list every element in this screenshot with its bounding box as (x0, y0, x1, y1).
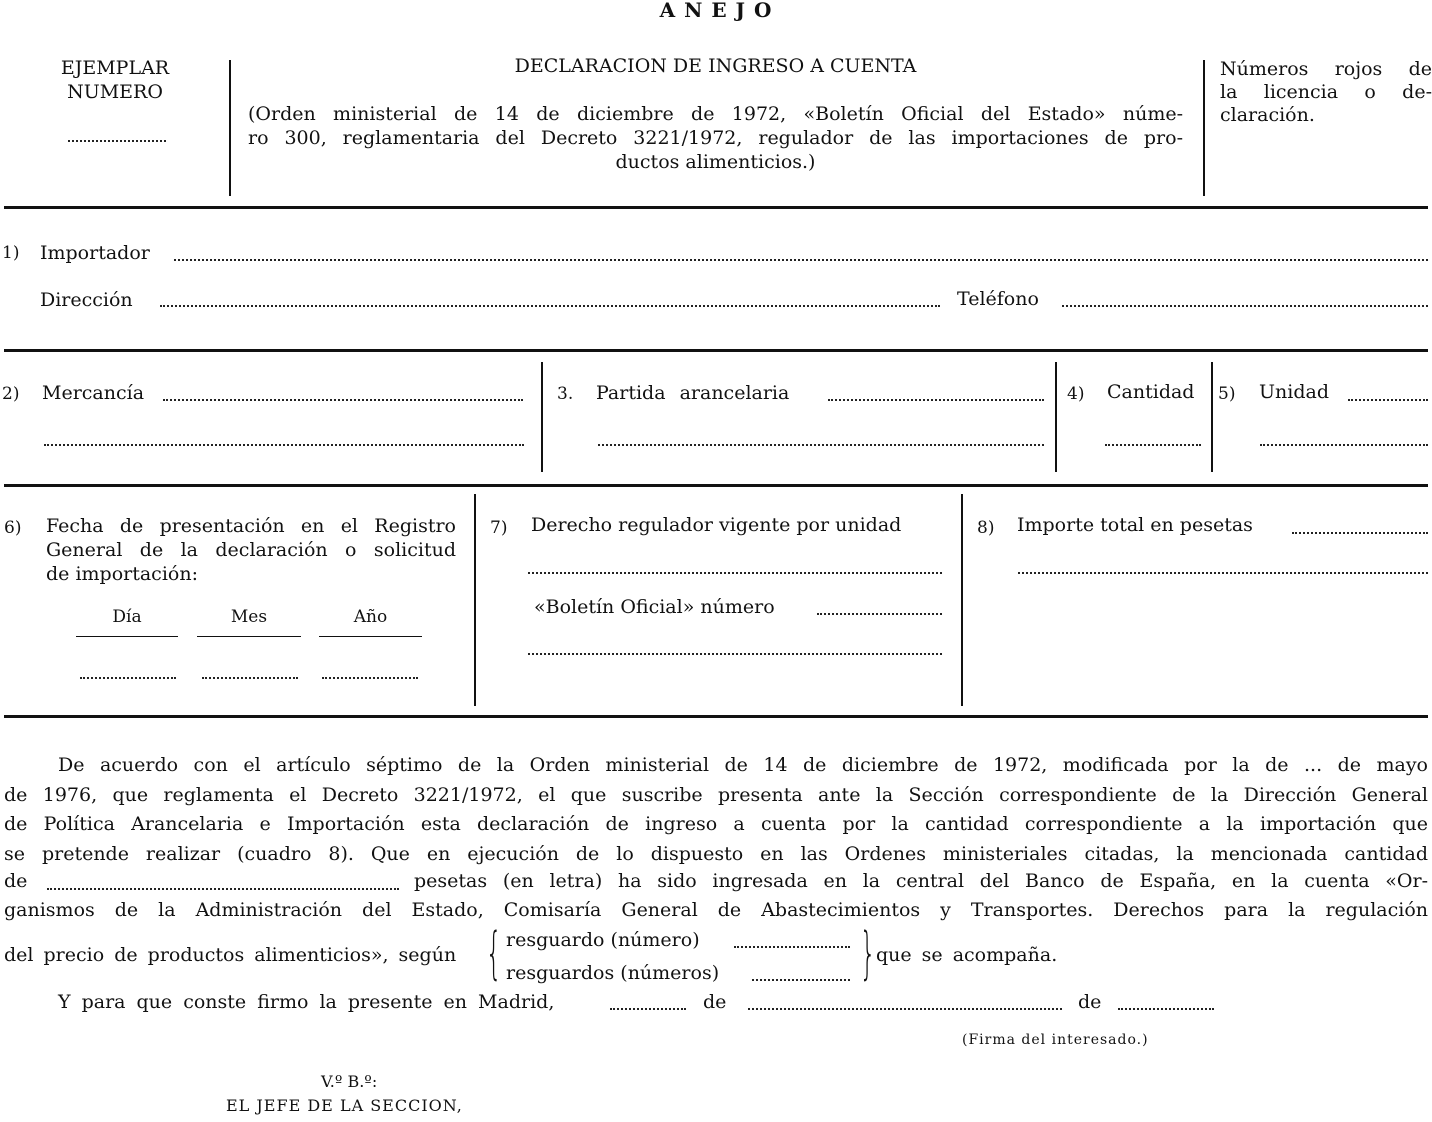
importador-field[interactable] (174, 259, 1428, 261)
importe-field[interactable] (1292, 532, 1428, 534)
partida-label: Partida arancelaria (596, 382, 790, 404)
derecho-number: 7) (490, 518, 508, 538)
orden-text (248, 102, 1183, 174)
derecho-label: Derecho regulador vigente por unidad (531, 514, 902, 536)
unidad-number: 5) (1218, 384, 1236, 404)
anejo-title: A N E J O (659, 0, 773, 22)
ejemplar-line-2: NUMERO (67, 81, 163, 103)
header-divider-right (1203, 60, 1205, 196)
resguardo-field[interactable] (734, 946, 850, 948)
divider-partida (541, 362, 543, 472)
unidad-field-2[interactable] (1260, 444, 1428, 446)
orden-line-2: ro 300, reglamentaria del Decreto 3221/1972, regulador de las importaciones de pro- (248, 127, 1183, 149)
partida-number: 3. (557, 384, 574, 404)
telefono-label: Teléfono (957, 288, 1039, 310)
divider-unidad (1211, 362, 1213, 472)
fecha-number: 6) (4, 518, 22, 538)
body-line-3: de Política Arancelaria e Importación esta declaración de ingreso a cuenta por la cantidad correspondiente a la importación que (4, 813, 1428, 835)
boletin-field[interactable] (817, 613, 942, 615)
mercancia-label: Mercancía (42, 382, 145, 404)
jefe-seccion: EL JEFE DE LA SECCION, (226, 1096, 463, 1115)
firma-interesado: (Firma del interesado.) (962, 1032, 1149, 1048)
cantidad-letra-field[interactable] (47, 888, 399, 890)
ejemplar-label (30, 56, 200, 104)
rojos-line-2: la licencia o de- (1220, 81, 1432, 103)
importe-number: 8) (977, 518, 995, 538)
header-divider-left (229, 60, 231, 196)
orden-line-3: ductos alimenticios.) (615, 151, 816, 173)
rojos-line-3: claración. (1220, 104, 1315, 126)
body-line-5-rest: pesetas (en letra) ha sido ingresada en la central del Banco de España, en la cuenta «Or- (414, 870, 1428, 892)
derecho-field[interactable] (528, 572, 942, 574)
anio-rule (319, 636, 422, 637)
declaration-title: DECLARACION DE INGRESO A CUENTA (514, 55, 917, 77)
importe-label: Importe total en pesetas (1017, 514, 1253, 536)
partida-field[interactable] (828, 399, 1044, 401)
body-line-5-de: de (4, 870, 28, 892)
rule-2 (4, 349, 1428, 352)
telefono-field[interactable] (1062, 305, 1428, 307)
direccion-field[interactable] (160, 305, 940, 307)
mes-firma-field[interactable] (748, 1008, 1062, 1010)
anio-field[interactable] (322, 677, 418, 679)
rojos-line-1: Números rojos de (1220, 58, 1432, 80)
rule-3 (4, 484, 1428, 487)
cantidad-field[interactable] (1105, 444, 1201, 446)
boletin-label: «Boletín Oficial» número (534, 596, 775, 618)
anio-label: Año (353, 607, 388, 627)
partida-field-2[interactable] (598, 444, 1044, 446)
numeros-rojos-label (1220, 58, 1432, 127)
conste-text: Y para que conste firmo la presente en Madrid, (58, 991, 555, 1013)
dia-firma-field[interactable] (610, 1008, 686, 1010)
orden-line-1: (Orden ministerial de 14 de diciembre de 1972, «Boletín Oficial del Estado» núme- (248, 103, 1183, 125)
body-line-7-pre: del precio de productos alimenticios», según (4, 944, 457, 966)
divider-derecho (474, 494, 476, 706)
cantidad-number: 4) (1067, 384, 1085, 404)
mercancia-field[interactable] (163, 399, 523, 401)
ejemplar-line-1: EJEMPLAR (60, 57, 170, 79)
resguardos-field[interactable] (752, 979, 850, 981)
divider-importe (961, 494, 963, 706)
mercancia-field-2[interactable] (44, 444, 524, 446)
visto-bueno: V.º B.º: (321, 1072, 378, 1091)
mes-field[interactable] (202, 677, 298, 679)
right-brace: } (859, 921, 876, 986)
ejemplar-number-field[interactable] (68, 140, 166, 142)
body-line-2: de 1976, que reglamenta el Decreto 3221/1972, el que suscribe presenta ante la Sección correspondiente de la Dirección General (4, 783, 1428, 806)
dia-rule (76, 636, 178, 637)
fecha-line-3: de importación: (46, 563, 198, 585)
body-line-1: De acuerdo con el artículo séptimo de la Orden ministerial de 14 de diciembre de 1972, modificada por la de ... de mayo (58, 754, 1428, 776)
declaration-paragraph (4, 751, 1428, 869)
rule-1 (4, 206, 1428, 209)
body-line-6: ganismos de la Administración del Estado, Comisaría General de Abastecimientos y Transportes. Derechos para la regulación (4, 899, 1428, 921)
unidad-field[interactable] (1348, 399, 1428, 401)
body-line-7-post: que se acompaña. (876, 944, 1058, 966)
dia-field[interactable] (80, 677, 176, 679)
de-label-2: de (1078, 991, 1102, 1013)
left-brace: { (485, 921, 502, 986)
mes-rule (197, 636, 301, 637)
resguardo-label: resguardo (número) (506, 929, 700, 951)
fecha-line-1: Fecha de presentación en el Registro (46, 515, 456, 537)
dia-label: Día (112, 607, 142, 627)
rule-4 (4, 715, 1428, 718)
boletin-field-2[interactable] (528, 653, 942, 655)
unidad-label: Unidad (1259, 381, 1329, 403)
direccion-label: Dirección (40, 289, 133, 311)
mes-label: Mes (230, 607, 268, 627)
mercancia-number: 2) (2, 384, 20, 404)
fecha-label (46, 514, 456, 586)
importe-field-2[interactable] (1018, 572, 1428, 574)
resguardos-label: resguardos (números) (506, 962, 720, 984)
importador-label: Importador (40, 242, 150, 264)
importador-number: 1) (2, 243, 20, 263)
anio-firma-field[interactable] (1118, 1008, 1214, 1010)
divider-cantidad (1055, 362, 1057, 472)
body-line-4: se pretende realizar (cuadro 8). Que en ejecución de lo dispuesto en las Ordenes ministeriales citadas, la mencionada cantidad (4, 842, 1428, 865)
cantidad-label: Cantidad (1107, 381, 1195, 403)
fecha-line-2: General de la declaración o solicitud (46, 539, 456, 561)
de-label-1: de (703, 991, 727, 1013)
